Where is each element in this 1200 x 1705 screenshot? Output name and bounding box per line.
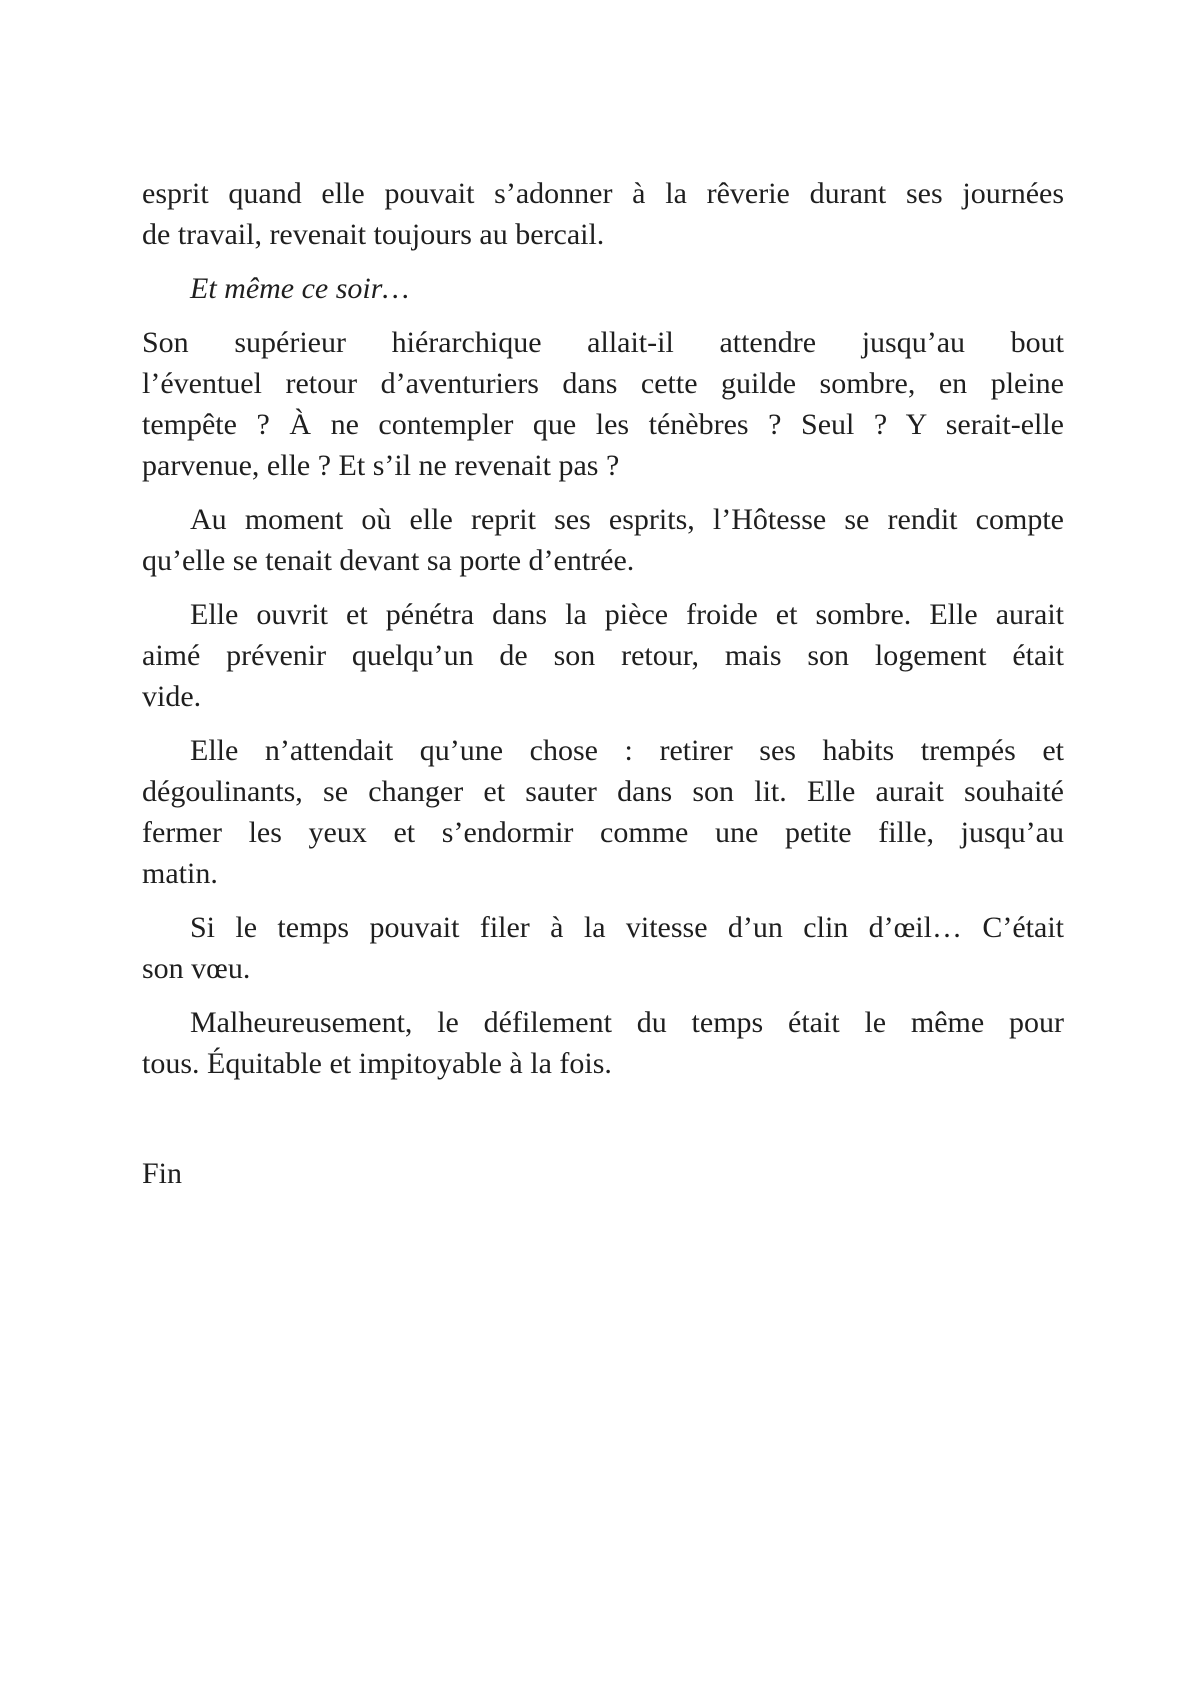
text-line: Et même ce soir… [190,272,410,305]
text-line: dégoulinants, se changer et sauter dans son lit. Elle aurait souhaité [142,775,1064,808]
text-line: son vœu. [142,952,251,985]
text-line: Elle n’attendait qu’une chose : retirer ses habits trempés et [190,734,1064,767]
text-line: matin. [142,857,218,890]
text-line: tempête ? À ne contempler que les ténèbres ? Seul ? Y serait-elle [142,408,1064,441]
text-line: vide. [142,680,202,713]
paragraph [142,907,1064,989]
paragraph [142,730,1064,894]
text-line: Son supérieur hiérarchique allait-il attendre jusqu’au bout [142,326,1064,359]
paragraph [142,1002,1064,1084]
text-line: tous. Équitable et impitoyable à la fois. [142,1047,612,1080]
text-line: esprit quand elle pouvait s’adonner à la rêverie durant ses journées [142,177,1064,210]
book-page [142,173,1064,1207]
paragraph [142,173,1064,255]
text-line: aimé prévenir quelqu’un de son retour, mais son logement était [142,639,1064,672]
text-line: Au moment où elle reprit ses esprits, l’Hôtesse se rendit compte [190,503,1064,536]
text-line: Fin [142,1157,183,1190]
text-line: qu’elle se tenait devant sa porte d’entrée. [142,544,635,577]
ending-fin [142,1153,1064,1194]
text-line: Elle ouvrit et pénétra dans la pièce froide et sombre. Elle aurait [190,598,1064,631]
text-line: de travail, revenait toujours au bercail. [142,218,605,251]
text-line: fermer les yeux et s’endormir comme une petite fille, jusqu’au [142,816,1064,849]
paragraph [142,594,1064,717]
paragraph [142,322,1064,486]
text-line: parvenue, elle ? Et s’il ne revenait pas ? [142,449,620,482]
text-line: l’éventuel retour d’aventuriers dans cette guilde sombre, en pleine [142,367,1064,400]
text-line: Malheureusement, le défilement du temps était le même pour [190,1006,1064,1039]
paragraph [142,499,1064,581]
paragraph-italic [142,268,1064,309]
text-line: Si le temps pouvait filer à la vitesse d’un clin d’œil… C’était [190,911,1064,944]
